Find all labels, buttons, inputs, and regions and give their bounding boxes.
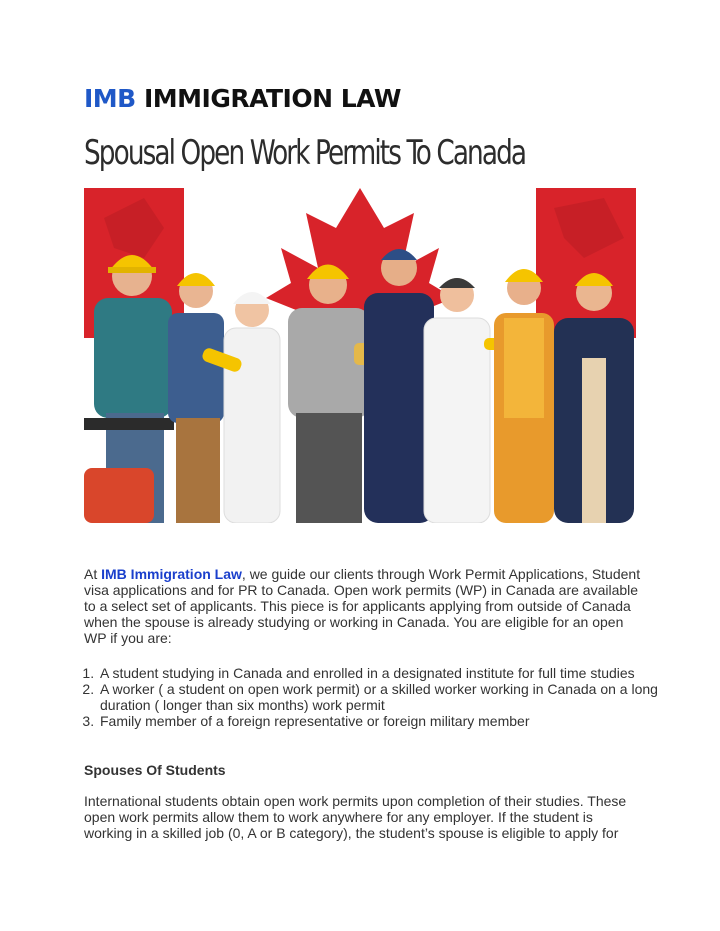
workers-flag-illustration bbox=[84, 188, 636, 523]
list-item: 1. A student studying in Canada and enrolled in a designated institute for full time studies bbox=[98, 665, 668, 681]
brand-link[interactable]: IMB Immigration Law bbox=[101, 566, 242, 582]
company-logo bbox=[84, 84, 401, 113]
section-heading: Spouses Of Students bbox=[84, 762, 226, 778]
section-paragraph: International students obtain open work permits upon completion of their studies. These open work permits allow them to work anywhere for any employer. If the student is working in a skilled job (0, A or B category), the student’s spouse is eligible to apply for bbox=[84, 793, 627, 841]
intro-prefix: At bbox=[84, 566, 102, 582]
list-item: 2. A worker ( a student on open work permit) or a skilled worker working in Canada on a long duration ( longer than six months) work permit bbox=[98, 681, 668, 713]
logo-text: IMMIGRATION LAW bbox=[143, 84, 401, 113]
hero-image-workers bbox=[84, 188, 636, 523]
intro-text: , we guide our clients through Work Permit Applications, Student visa applications and for PR to Canada. Open work permits (WP) in Canada are available to a select set of applicants. This piece is for applicants applying from outside of Canada when the spouse is already studying or working in Canada. You are eligible for an open WP if you are: bbox=[84, 566, 641, 646]
list-item: 3. Family member of a foreign representative or foreign military member bbox=[98, 713, 668, 729]
intro-paragraph bbox=[84, 566, 644, 646]
logo-brand: IMB bbox=[84, 84, 136, 113]
eligibility-list bbox=[74, 665, 668, 729]
page-title: Spousal Open Work Permits To Canada bbox=[84, 133, 526, 173]
